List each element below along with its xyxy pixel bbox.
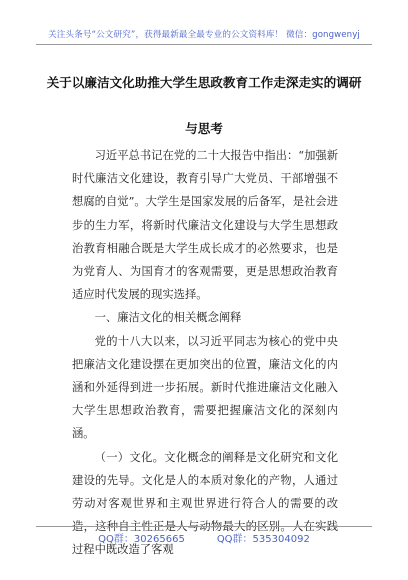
- footer: [0, 530, 408, 545]
- document-title-line1: 关于以廉洁文化助推大学生思政教育工作走深走实的调研: [46, 75, 362, 90]
- section-heading: 一、廉洁文化的相关概念阐释: [94, 311, 242, 325]
- body-paragraph: （一）文化。文化概念的阐释是文化研究和文化建设的先导。文化是人的本质对象化的产物，人通过劳动对客观世界和主观世界进行符合人的需要的改造，这种自主性正是人与动物最大的区别。人在实践过程中既改造了客观: [72, 450, 338, 557]
- footer-qq-group-1: QQ群：30265665: [98, 534, 185, 545]
- header-divider: [36, 44, 372, 45]
- body-paragraph: 党的十八大以来，以习近平同志为核心的党中央把廉洁文化建设摆在更加突出的位置，廉洁文化的内涵和外延得到进一步拓展。新时代推进廉洁文化融入大学生思想政治教育，需要把握廉洁文化的深刻内涵。: [72, 334, 338, 441]
- header-note: 关注头条号“公文研究”，获得最新最全最专业的公文资料库！ 微信：gongwenyj: [48, 30, 360, 40]
- document-body: [72, 144, 338, 562]
- footer-divider: [36, 526, 372, 527]
- body-paragraph: 习近平总书记在党的二十大报告中指出：“加强新时代廉洁文化建设，教育引导广大党员、干部增强不想腐的自觉”。大学生是国家发展的后备军，是社会进步的生力军，将新时代廉洁文化建设与大学生思想政治教育相融合既是大学生成长成才的必然要求，也是为党育人、为国育才的客观需要，更是思想政治教育适应时代发展的现实选择。: [72, 149, 338, 302]
- footer-qq-group-2: QQ群：535304092: [216, 534, 310, 545]
- document-title-line2: 与思考: [185, 121, 223, 136]
